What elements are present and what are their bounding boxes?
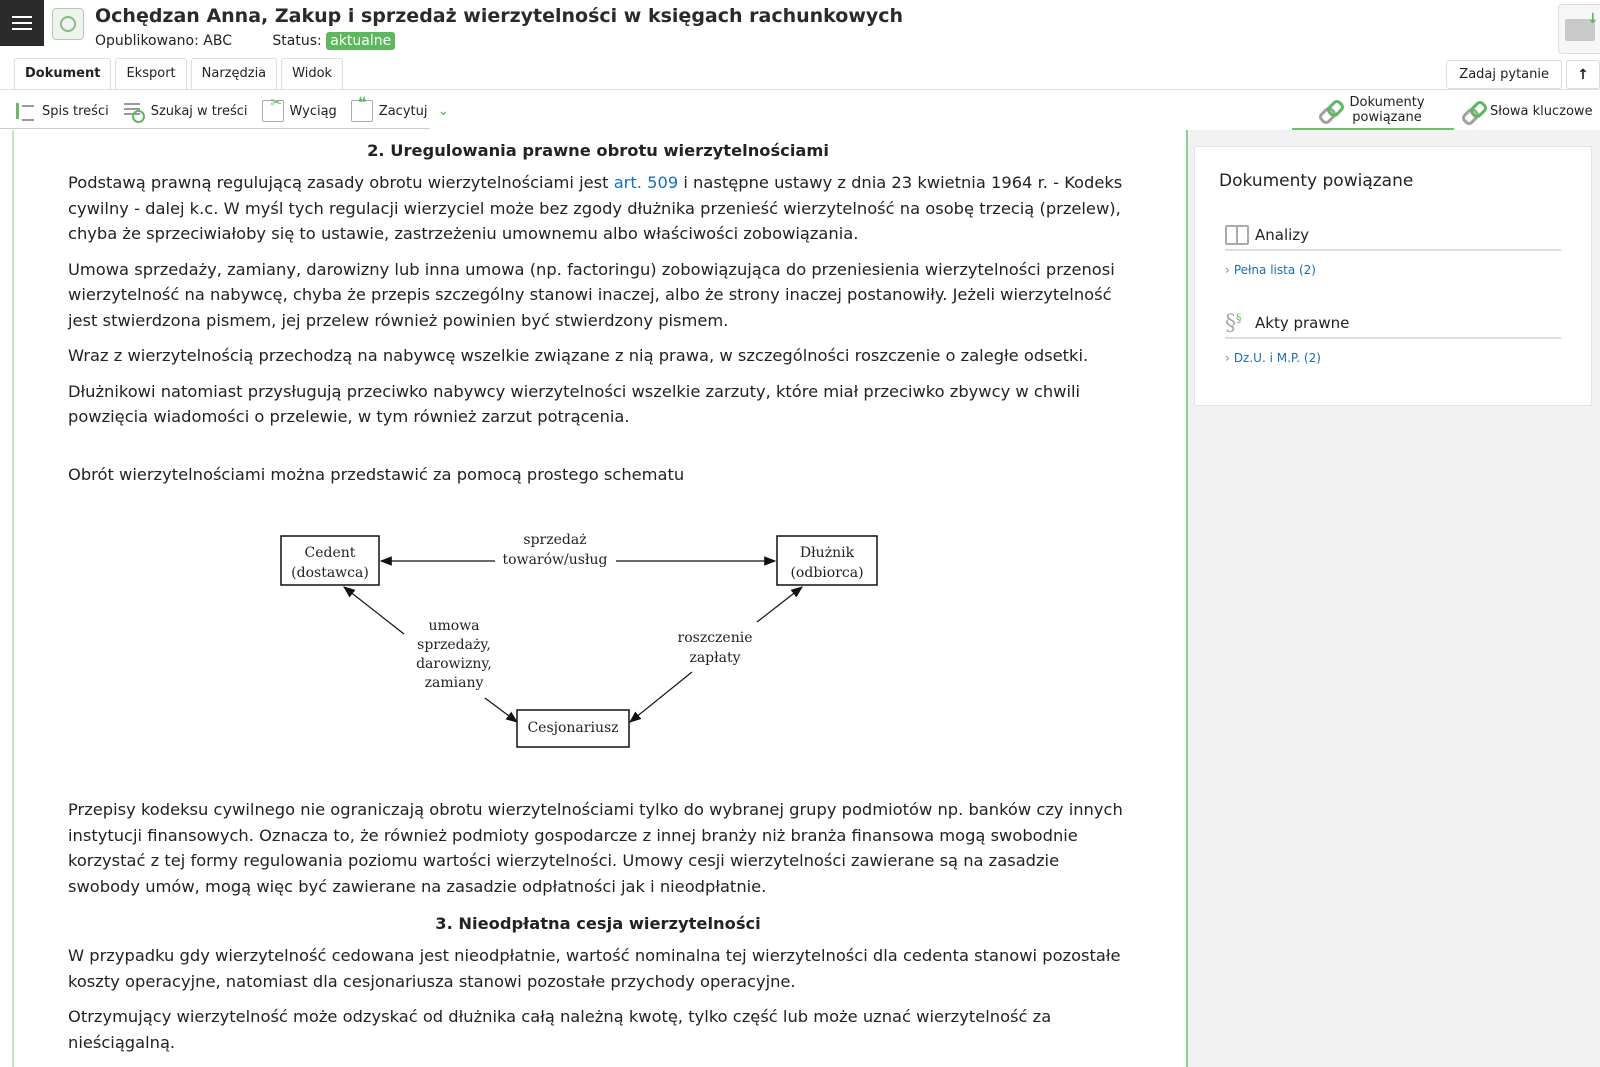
related-documents-label: Dokumenty powiązane — [1349, 95, 1425, 125]
contract-label-4: zamiany — [424, 675, 484, 691]
published-label: Opublikowano: ABC — [95, 33, 232, 49]
search-label: Szukaj w treści — [150, 103, 248, 119]
cedent-label: Cedent — [304, 545, 356, 561]
credit-flow-diagram — [280, 526, 900, 776]
menu-icon — [12, 16, 32, 18]
hamburger-menu-button[interactable] — [0, 0, 44, 46]
folder-download-button[interactable] — [1558, 4, 1600, 54]
contract-label-2: sprzedaży, — [417, 637, 491, 653]
tab-eksport[interactable]: Eksport — [115, 58, 186, 89]
download-arrow-icon: ↓ — [1587, 11, 1599, 27]
full-list-link[interactable]: › Pełna lista (2) — [1225, 263, 1316, 277]
quote-button[interactable] — [351, 100, 449, 122]
book-icon — [1225, 225, 1249, 245]
paragraph: Wraz z wierzytelnością przechodzą na nabywcę wszelkie związane z nią prawa, w szczególności roszczenie o zaległe odsetki. — [68, 346, 1089, 365]
right-actions — [1446, 60, 1600, 89]
section-label: Analizy — [1255, 226, 1310, 244]
paragraph: Otrzymujący wierzytelność może odzyskać od dłużnika całą należną kwotę, tylko część lub może uznać wierzytelność za nieściągalną. — [68, 1007, 1052, 1052]
article-link[interactable]: art. 509 — [613, 173, 679, 192]
cedent-sublabel: (dostawca) — [291, 565, 369, 581]
section-label: Akty prawne — [1255, 314, 1350, 332]
link-icon — [1462, 100, 1484, 122]
section-heading-2: 2. Uregulowania prawne obrotu wierzytelnościami — [367, 141, 829, 160]
contract-label-1: umowa — [428, 618, 480, 634]
dzu-mp-link[interactable]: › Dz.U. i M.P. (2) — [1225, 351, 1321, 365]
tabs-divider — [0, 89, 1600, 90]
related-documents-panel — [1194, 146, 1592, 406]
document-meta — [95, 32, 395, 50]
document-title: Ochędzan Anna, Zakup i sprzedaż wierzytelności w księgach rachunkowych — [95, 5, 904, 27]
paragraph: Podstawą prawną regulującą zasady obrotu wierzytelnościami jest art. 509 i następne ustawy z dnia 23 kwietnia 1964 r. - Kodeks cywilny - dalej k.c. W myśl tych regulacji wierzyciel może bez zgody dłużnika przenieść wierzytelność na osobę trzecią (przelew), chyba że sprzeciwiałoby się to ustawie, zastrzeżeniu umownemu albo właściwości zobowiązania. — [68, 173, 1123, 243]
document-toolbar — [14, 92, 463, 130]
scissors-icon — [262, 100, 284, 122]
status-label: Status: — [272, 33, 322, 49]
document-type-icon — [52, 8, 84, 40]
table-of-contents-icon — [14, 100, 36, 122]
extract-label: Wyciąg — [289, 103, 337, 119]
paragraph-icon: §§ — [1225, 310, 1242, 336]
quote-label: Zacytuj — [378, 103, 428, 119]
paragraph: Obrót wierzytelnościami można przedstawić za pomocą prostego schematu — [68, 464, 685, 484]
tab-narzedzia[interactable]: Narzędzia — [191, 58, 278, 89]
toc-button[interactable] — [14, 100, 109, 122]
dluznik-sublabel: (odbiorca) — [790, 565, 864, 581]
sale-label: sprzedaż — [523, 532, 587, 548]
sale-sublabel: towarów/usług — [502, 552, 608, 568]
content-right-border — [1186, 130, 1188, 1067]
keywords-button[interactable] — [1462, 92, 1593, 130]
paragraph: Przepisy kodeksu cywilnego nie ograniczają obrotu wierzytelnościami tylko do wybranej grupy podmiotów np. banków czy innych instytucji finansowych. Oznacza to, że również podmioty gospodarcze z innej branży niż branża finansowa mogą swobodnie korzystać z tej formy regulowania poziomu wartości wierzytelności. Umowy cesji wierzytelności zawierane są na zasadzie swobody umów, mogą więc być zawierane na zasadzie odpłatności jak i nieodpłatnie. — [68, 800, 1123, 896]
claim-label-1: roszczenie — [677, 630, 753, 646]
tab-widok[interactable]: Widok — [281, 58, 343, 89]
claim-label-2: zapłaty — [689, 650, 741, 666]
document-header — [0, 0, 1600, 56]
content-left-border — [12, 130, 14, 1067]
section-akty-prawne — [1225, 309, 1561, 339]
status-badge: aktualne — [326, 32, 395, 50]
chevron-right-icon: › — [1225, 351, 1230, 365]
search-icon — [123, 100, 145, 122]
scroll-up-button[interactable]: ↑ — [1566, 60, 1600, 89]
ribbon-tabs — [14, 58, 343, 89]
search-in-content-button[interactable] — [123, 100, 248, 122]
extract-button[interactable] — [262, 100, 337, 122]
tab-dokument[interactable]: Dokument — [14, 58, 111, 90]
quote-icon — [351, 100, 373, 122]
section-analizy — [1225, 221, 1561, 251]
contract-label-3: darowizny, — [416, 656, 492, 672]
link-icon — [1319, 99, 1341, 121]
section-heading-3: 3. Nieodpłatna cesja wierzytelności — [435, 914, 761, 933]
toc-label: Spis treści — [42, 103, 109, 119]
paragraph: Umowa sprzedaży, zamiany, darowizny lub inna umowa (np. factoringu) zobowiązująca do przeniesienia wierzytelności przenosi wierzytelność na nabywcę, chyba że przepis szczególny stanowi inaczej, albo że strony inaczej postanowiły. Jeżeli wierzytelność jest stwierdzona pismem, jej przelew również powinien być stwierdzony pismem. — [68, 259, 1115, 330]
cesjonariusz-label: Cesjonariusz — [527, 720, 619, 736]
chevron-down-icon[interactable]: ⌄ — [437, 103, 450, 119]
paragraph: Dłużnikowi natomiast przysługują przeciwko nabywcy wierzytelności wszelkie zarzuty, które miał przeciwko zbywcy w chwili powzięcia wiadomości o przelewie, w tym również zarzut potrącenia. — [68, 381, 1081, 426]
panel-title: Dokumenty powiązane — [1219, 171, 1414, 191]
keywords-label: Słowa kluczowe — [1490, 103, 1593, 119]
ask-question-button[interactable]: Zadaj pytanie — [1446, 60, 1562, 89]
dluznik-label: Dłużnik — [799, 545, 855, 561]
paragraph: W przypadku gdy wierzytelność cedowana jest nieodpłatnie, wartość nominalna tej wierzytelności dla cedenta stanowi pozostałe koszty operacyjne, natomiast dla cesjonariusza stanowi pozostałe przychody operacyjne. — [68, 946, 1121, 991]
chevron-right-icon: › — [1225, 263, 1230, 277]
toolbar-divider — [0, 128, 430, 129]
related-documents-button[interactable] — [1292, 92, 1454, 132]
